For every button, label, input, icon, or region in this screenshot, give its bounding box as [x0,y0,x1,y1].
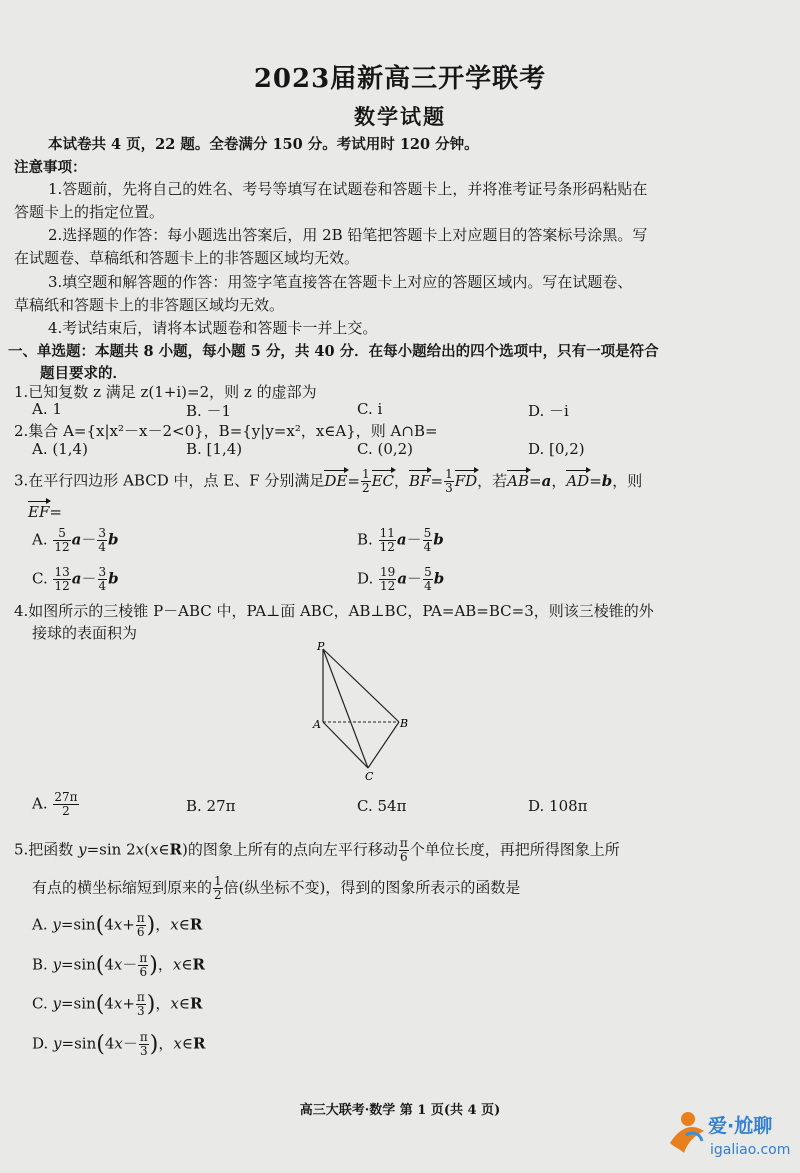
q4-option-d: D. 108π [528,797,588,815]
notice-line: 草稿纸和答题卡上的非答题区域均无效。 [14,296,285,314]
tetrahedron-figure [305,640,420,785]
notice-line: 2.选择题的作答：每小题选出答案后，用 2B 铅笔把答题卡上对应题目的答案标号涂黑。写 [48,226,648,244]
notice-line: 4.考试结束后，请将本试题卷和答题卡一并上交。 [48,319,378,337]
q1-option-d: D. －i [528,402,569,420]
q3-stem-prefix: 3.在平行四边形 ABCD 中，点 E、F 分别满足 [14,471,325,490]
q3-option-d: D. $\frac{19}{12}$ a－ $\frac{5}{4}$ b [357,565,445,593]
watermark-site: igaliao.com [710,1142,791,1158]
page-title: 2023届新高三开学联考 [253,64,547,94]
page-subtitle: 数学试题 [354,104,446,129]
exam-info: 本试卷共 4 页，22 题。全卷满分 150 分。考试用时 120 分钟。 [48,136,479,153]
notice-heading: 注意事项： [14,159,87,176]
notice-line: 3.填空题和解答题的作答：用签字笔直接答在答题卡上对应的答题区域内。写在试题卷、 [48,273,633,291]
q4-option-b: B. 27π [186,797,236,815]
q5-option-c: C. y=sin(4x+ $\frac{\pi}{3}$ )，x∈R [32,990,203,1018]
section-heading: 一、单选题：本题共 8 小题，每小题 5 分，共 40 分．在每小题给出的四个选项中，只有一项是符合 [8,343,659,360]
q2-option-b: B. [1,4) [186,440,243,458]
notice-line: 在试题卷、草稿纸和答题卡上的非答题区域均无效。 [14,249,360,267]
q4-option-c: C. 54π [357,797,407,815]
question-3-stem [14,468,642,495]
label-a: A [313,718,321,731]
q3-option-b: B. $\frac{11}{12}$ a－ $\frac{5}{4}$ b [357,526,444,554]
q5-option-d: D. y=sin(4x－ $\frac{\pi}{3}$ )，x∈R [32,1030,206,1058]
question-4-stem-cont: 接球的表面积为 [32,624,138,642]
q3-vector-condition: DE= $\frac{1}{2}$ EC，BF= $\frac{1}{3}$ FD，若AB=a，AD=b，则 [324,467,643,495]
page-footer: 高三大联考·数学 第 1 页(共 4 页) [299,1103,501,1118]
q1-option-a: A. 1 [32,400,62,418]
question-5-stem: 5.把函数 y=sin 2x(x∈R)的图象上所有的点向左平行移动 $\frac{\pi}{6}$ 个单位长度，再把所得图象上所 [14,836,620,864]
q2-option-c: C. (0,2) [357,440,414,458]
label-p: P [317,640,325,653]
q2-option-d: D. [0,2) [528,440,585,458]
q3-ef-vector: EF= [28,503,62,521]
section-heading-cont: 题目要求的． [40,365,127,382]
q3-option-c: C. $\frac{13}{12}$ a－ $\frac{3}{4}$ b [32,565,119,593]
q1-option-b: B. －1 [186,402,232,420]
q5-option-a: A. y=sin(4x+ $\frac{\pi}{6}$ )，x∈R [32,911,203,939]
watermark-logo [662,1101,794,1161]
q1-option-c: C. i [357,400,383,418]
q2-option-a: A. (1,4) [32,440,88,458]
question-2-stem: 2.集合 A={x|x²－x－2<0}，B={y|y=x²，x∈A}，则 A∩B= [14,422,438,440]
watermark-brand: 爱·尬聊 [708,1115,773,1137]
question-5-stem-cont: 有点的横坐标缩短到原来的 $\frac{1}{2}$ 倍(纵坐标不变)，得到的图象所表示的函数是 [32,874,521,902]
label-c: C [365,770,374,783]
question-4-stem: 4.如图所示的三棱锥 P－ABC 中，PA⊥面 ABC，AB⊥BC，PA=AB=BC=3，则该三棱锥的外 [14,602,654,620]
question-1-stem: 1.已知复数 z 满足 z(1+i)=2，则 z 的虚部为 [14,383,317,401]
notice-line: 1.答题前，先将自己的姓名、考号等填写在试题卷和答题卡上，并将准考证号条形码粘贴在 [48,180,648,198]
q3-option-a: A. $\frac{5}{12}$ a－ $\frac{3}{4}$ b [32,526,119,554]
label-b: B [400,717,409,730]
notice-line: 答题卡上的指定位置。 [14,203,165,221]
q4-option-a: A. $\frac{27\pi}{2}$ [32,790,78,818]
q5-option-b: B. y=sin(4x－ $\frac{\pi}{6}$ )，x∈R [32,951,205,979]
